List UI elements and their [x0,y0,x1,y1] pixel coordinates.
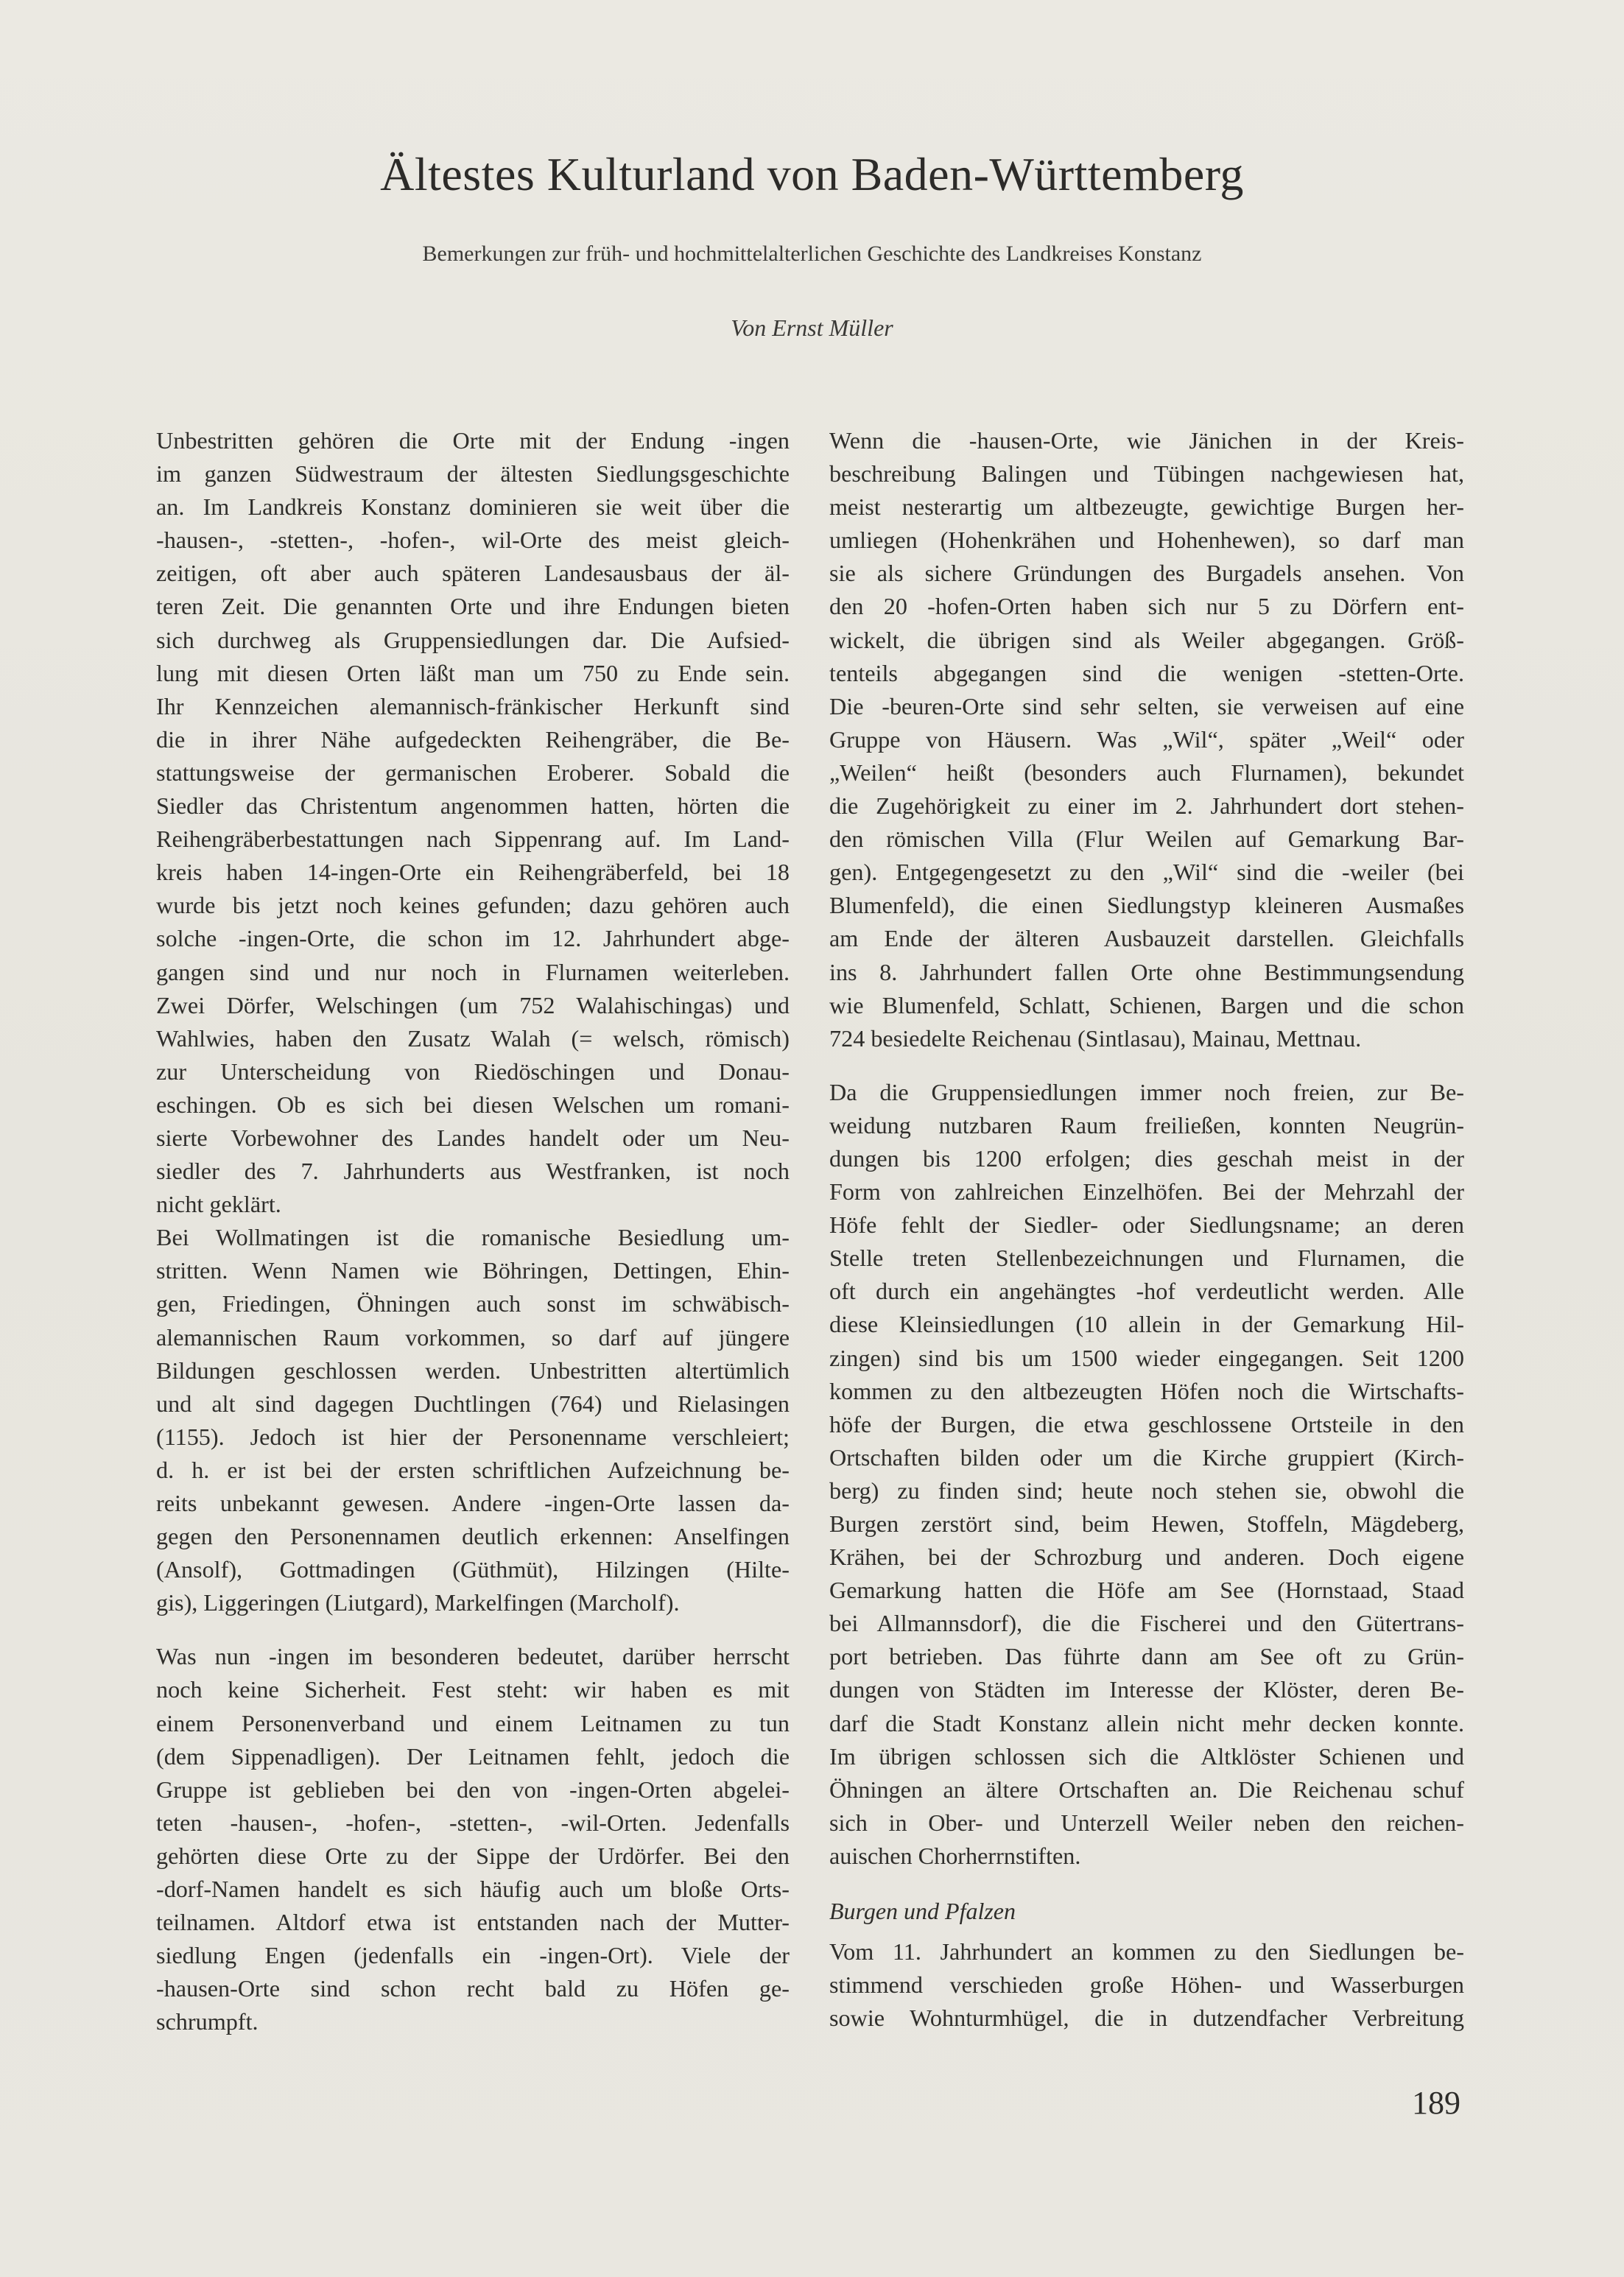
text-line: Ihr Kennzeichen alemannisch-fränkischer Herkunft sind [156,692,790,719]
page-number: 189 [1412,2085,1460,2121]
text-line: Bei Wollmatingen ist die romanische Besiedlung um- [156,1224,790,1251]
text-line: tenteils abgegangen sind die wenigen -stetten-Orte. [829,659,1464,686]
right-paragraph-3 [829,1935,1464,2035]
text-line: kreis haben 14-ingen-Orte ein Reihengräberfeld, bei 18 [156,859,790,886]
right-paragraph-1 [829,424,1464,1055]
text-line: gegen den Personennamen deutlich erkennen: Anselfingen [156,1523,790,1550]
text-line: (Ansolf), Gottmadingen (Güthmüt), Hilzingen (Hilte- [156,1556,790,1583]
text-line: wurde bis jetzt noch keines gefunden; dazu gehören auch [156,892,790,919]
text-line: am Ende der älteren Ausbauzeit darstellen. Gleichfalls [829,925,1464,952]
text-line: zingen) sind bis um 1500 wieder eingegangen. Seit 1200 [829,1344,1464,1371]
text-line: sich in Ober- und Unterzell Weiler neben den reichen- [829,1809,1464,1836]
text-line: ins 8. Jahrhundert fallen Orte ohne Bestimmungsendung [829,958,1464,985]
text-line: alemannischen Raum vorkommen, so darf auf jüngere [156,1323,790,1351]
text-line: zur Unterscheidung von Riedöschingen und Donau- [156,1057,790,1085]
text-line: „Weilen“ heißt (besonders auch Flurnamen), bekundet [829,759,1464,786]
article-author: Von Ernst Müller [731,314,893,341]
text-line: Siedler das Christentum angenommen hatten, hörten die [156,792,790,820]
text-line: gehörten diese Orte zu der Sippe der Urdörfer. Bei den [156,1842,790,1869]
text-line: Unbestritten gehören die Orte mit der Endung -ingen [156,427,790,454]
text-line: zeitigen, oft aber auch späteren Landesausbaus der äl- [156,560,790,587]
text-line: -dorf-Namen handelt es sich häufig auch um bloße Orts- [156,1876,790,1903]
text-line: Ortschaften bilden oder um die Kirche gruppiert (Kirch- [829,1443,1464,1471]
text-line: Stelle treten Stellenbezeichnungen und Flurnamen, die [829,1245,1464,1272]
text-line: darf die Stadt Konstanz allein nicht mehr decken konnte. [829,1709,1464,1736]
text-line: Form von zahlreichen Einzelhöfen. Bei der Mehrzahl der [829,1178,1464,1206]
text-line: diese Kleinsiedlungen (10 allein in der Gemarkung Hil- [829,1311,1464,1338]
text-line: schrumpft. [156,2008,259,2035]
text-line: Die -beuren-Orte sind sehr selten, sie verweisen auf eine [829,692,1464,719]
text-line: die Zugehörigkeit zu einer im 2. Jahrhundert dort stehen- [829,792,1464,820]
left-paragraph-3 [156,1640,790,2038]
text-line: Burgen zerstört sind, beim Hewen, Stoffeln, Mägdeberg, [829,1510,1464,1537]
text-line: teten -hausen-, -hofen-, -stetten-, -wil-Orten. Jedenfalls [156,1809,790,1836]
left-column [156,424,790,2039]
text-line: sich durchweg als Gruppensiedlungen dar. Die Aufsied- [156,626,790,653]
text-line: umliegen (Hohenkrähen und Hohenhewen), so darf man [829,527,1464,554]
text-line: Gemarkung hatten die Höfe am See (Hornstaad, Staad [829,1577,1464,1604]
text-line: Da die Gruppensiedlungen immer noch freien, zur Be- [829,1078,1464,1105]
text-line: Vom 11. Jahrhundert an kommen zu den Siedlungen be- [829,1938,1464,1965]
text-line: die in ihrer Nähe aufgedeckten Reihengräber, die Be- [156,725,790,753]
left-paragraph-2 [156,1221,790,1619]
text-line: Bildungen geschlossen werden. Unbestritten altertümlich [156,1356,790,1384]
text-line: gis), Liggeringen (Liutgard), Markelfingen (Marcholf). [156,1589,680,1616]
text-line: Öhningen an ältere Ortschaften an. Die Reichenau schuf [829,1776,1464,1803]
text-line: höfe der Burgen, die etwa geschlossene Ortsteile in den [829,1410,1464,1437]
text-line: Gruppe ist geblieben bei den von -ingen-Orten abgelei- [156,1776,790,1803]
text-line: (dem Sippenadligen). Der Leitnamen fehlt, jedoch die [156,1742,790,1770]
text-line: beschreibung Balingen und Tübingen nachgewiesen hat, [829,460,1464,488]
text-line: Im übrigen schlossen sich die Altklöster Schienen und [829,1742,1464,1770]
text-line: siedlung Engen (jedenfalls ein -ingen-Ort). Viele der [156,1942,790,1969]
text-line: sowie Wohnturmhügel, die in dutzendfacher Verbreitung [829,2005,1464,2032]
right-paragraph-2 [829,1076,1464,1873]
text-line: eschingen. Ob es sich bei diesen Welschen um romani- [156,1091,790,1118]
text-line: gen, Friedingen, Öhningen auch sonst im schwäbisch- [156,1290,790,1317]
text-line: teilnamen. Altdorf etwa ist entstanden nach der Mutter- [156,1909,790,1936]
text-line: teren Zeit. Die genannten Orte und ihre Endungen bieten [156,593,790,620]
text-line: nicht geklärt. [156,1191,281,1218]
text-line: stattungsweise der germanischen Eroberer. Sobald die [156,759,790,786]
text-line: Was nun -ingen im besonderen bedeutet, darüber herrscht [156,1643,790,1670]
text-line: solche -ingen-Orte, die schon im 12. Jahrhundert abge- [156,925,790,952]
text-line: wickelt, die übrigen sind als Weiler abgegangen. Größ- [829,626,1464,653]
text-line: den 20 -hofen-Orten haben sich nur 5 zu Dörfern ent- [829,593,1464,620]
text-line: stimmend verschieden große Höhen- und Wasserburgen [829,1971,1464,1999]
text-line: noch keine Sicherheit. Fest steht: wir haben es mit [156,1676,790,1703]
text-line: 724 besiedelte Reichenau (Sintlasau), Mainau, Mettnau. [829,1024,1362,1052]
section-heading: Burgen und Pfalzen [829,1898,1016,1925]
text-line: berg) zu finden sind; heute noch stehen sie, obwohl die [829,1477,1464,1504]
text-line: Gruppe von Häusern. Was „Wil“, später „Weil“ oder [829,725,1464,753]
text-line: siedler des 7. Jahrhunderts aus Westfranken, ist noch [156,1158,790,1185]
text-line: port betrieben. Das führte dann am See oft zu Grün- [829,1643,1464,1670]
text-line: reits unbekannt gewesen. Andere -ingen-Orte lassen da- [156,1490,790,1516]
text-line: einem Personenverband und einem Leitnamen zu tun [156,1709,790,1736]
text-line: d. h. er ist bei der ersten schriftlichen Aufzeichnung be- [156,1456,790,1483]
text-line: -hausen-, -stetten-, -hofen-, wil-Orte des meist gleich- [156,527,790,554]
text-line: und alt sind dagegen Duchtlingen (764) und Rielasingen [156,1390,790,1417]
text-line: an. Im Landkreis Konstanz dominieren sie weit über die [156,493,790,521]
text-line: gen). Entgegengesetzt zu den „Wil“ sind die -weiler (bei [829,859,1464,886]
text-line: wie Blumenfeld, Schlatt, Schienen, Bargen und die schon [829,991,1464,1018]
left-paragraph-1 [156,424,790,1221]
text-line: weidung nutzbaren Raum freiließen, konnten Neugrün- [829,1111,1464,1138]
text-line: gangen sind und nur noch in Flurnamen weiterleben. [156,958,790,985]
text-line: dungen von Städten im Interesse der Klöster, deren Be- [829,1676,1464,1703]
text-line: kommen zu den altbezeugten Höfen noch die Wirtschafts- [829,1377,1464,1404]
text-line: Höfe fehlt der Siedler- oder Siedlungsname; an deren [829,1211,1464,1239]
text-line: oft durch ein angehängtes -hof verdeutlicht werden. Alle [829,1278,1464,1305]
right-column [829,424,1464,2035]
text-line: -hausen-Orte sind schon recht bald zu Höfen ge- [156,1975,790,2002]
article-subtitle: Bemerkungen zur früh- und hochmittelalterlichen Geschichte des Landkreises Konstanz [422,242,1202,266]
text-line: bei Allmannsdorf), die die Fischerei und den Gütertrans- [829,1610,1464,1637]
text-line: Wahlwies, haben den Zusatz Walah (= welsch, römisch) [156,1024,790,1052]
text-line: Wenn die -hausen-Orte, wie Jänichen in der Kreis- [829,427,1464,454]
text-line: auischen Chorherrnstiften. [829,1842,1081,1869]
text-line: (1155). Jedoch ist hier der Personenname verschleiert; [156,1423,790,1450]
text-line: sierte Vorbewohner des Landes handelt oder um Neu- [156,1124,790,1151]
text-line: stritten. Wenn Namen wie Böhringen, Dettingen, Ehin- [156,1257,790,1284]
text-line: Krähen, bei der Schrozburg und anderen. Doch eigene [829,1544,1464,1571]
text-line: den römischen Villa (Flur Weilen auf Gemarkung Bar- [829,826,1464,853]
text-line: dungen bis 1200 erfolgen; dies geschah meist in der [829,1144,1464,1172]
text-line: Zwei Dörfer, Welschingen (um 752 Walahischingas) und [156,991,790,1018]
text-line: sie als sichere Gründungen des Burgadels ansehen. Von [829,560,1464,587]
text-line: im ganzen Südwestraum der ältesten Siedlungsgeschichte [156,460,790,488]
text-line: Blumenfeld), die einen Siedlungstyp kleineren Ausmaßes [829,892,1464,919]
article-title: Ältestes Kulturland von Baden-Württemberg [380,148,1244,200]
text-line: Reihengräberbestattungen nach Sippenrang auf. Im Land- [156,826,790,853]
text-line: meist nesterartig um altbezeugte, gewichtige Burgen her- [829,493,1464,521]
text-line: lung mit diesen Orten läßt man um 750 zu Ende sein. [156,659,790,686]
